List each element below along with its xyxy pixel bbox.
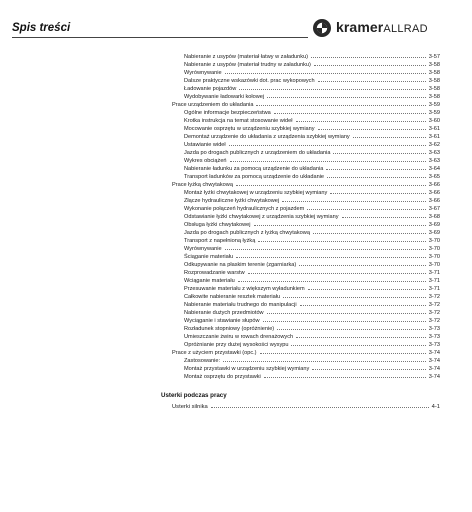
toc-entry[interactable]	[184, 188, 440, 196]
toc-entry-label: Nabieranie dużych przedmiotów	[184, 310, 264, 316]
toc-dot-leader	[307, 204, 426, 210]
toc-dot-leader	[256, 100, 425, 106]
toc-dot-leader	[296, 332, 426, 338]
toc-entry[interactable]	[184, 260, 440, 268]
toc-entry[interactable]	[184, 68, 440, 76]
toc-entry-label: Ustawianie wideł	[184, 142, 226, 148]
toc-page-number: 3-60	[428, 118, 440, 124]
toc-entry[interactable]	[184, 316, 440, 324]
toc-dot-leader	[330, 188, 425, 194]
toc-entry-label: Krotka instrukcja na temat stosowanie wideł	[184, 118, 293, 124]
toc-dot-leader	[353, 132, 426, 138]
toc-entry[interactable]	[184, 196, 440, 204]
toc-dot-leader	[258, 236, 425, 242]
toc-entry[interactable]	[184, 292, 440, 300]
toc-dot-leader	[326, 164, 425, 170]
toc-entry-label: Mocowanie osprzętu w urządzeniu szybkiej wymiany	[184, 126, 315, 132]
brand-logo	[312, 18, 428, 38]
toc-page-number: 3-73	[428, 326, 440, 332]
toc-dot-leader	[229, 140, 426, 146]
toc-entry[interactable]	[184, 116, 440, 124]
brand-bold: kramer	[336, 19, 384, 35]
toc-page-number: 3-71	[428, 270, 440, 276]
toc-entry[interactable]	[184, 132, 440, 140]
toc-entry[interactable]	[184, 252, 440, 260]
toc-entry-label: Wykres obciążeń	[184, 158, 227, 164]
toc-entry[interactable]	[184, 308, 440, 316]
kramer-logo-icon	[312, 18, 332, 38]
toc-page-number: 3-71	[428, 286, 440, 292]
toc-entry[interactable]	[184, 324, 440, 332]
toc-entry-label: Zastosowanie:	[184, 358, 221, 364]
toc-entry-label: Ściąganie materiału	[184, 254, 234, 260]
toc-dot-leader	[267, 308, 426, 314]
toc-entry[interactable]	[184, 172, 440, 180]
toc-entry[interactable]	[184, 268, 440, 276]
toc-entry-label: Prace łyżką chwytakową	[172, 182, 233, 188]
page-header	[0, 0, 472, 40]
toc-section[interactable]	[172, 348, 440, 356]
toc-entry[interactable]	[184, 364, 440, 372]
toc-page-number: 3-62	[428, 142, 440, 148]
toc-dot-leader	[225, 244, 426, 250]
toc-entry[interactable]	[184, 76, 440, 84]
toc-page-number: 3-58	[428, 86, 440, 92]
toc-entry[interactable]	[184, 148, 440, 156]
toc-entry-label: Montaż osprzętu do przystawki	[184, 374, 261, 380]
toc-page-number: 3-57	[428, 54, 440, 60]
toc-entry[interactable]	[184, 84, 440, 92]
toc-page-number: 3-58	[428, 62, 440, 68]
toc-chapter-heading[interactable]: Usterki podczas pracy	[161, 392, 227, 399]
toc-dot-leader	[260, 348, 426, 354]
toc-entry[interactable]	[184, 140, 440, 148]
toc-dot-leader	[291, 340, 425, 346]
toc-dot-leader	[274, 108, 426, 114]
toc-entry-label: Odstawianie łyżki chwytakowej z urządzenia szybkiej wymiany	[184, 214, 339, 220]
toc-dot-leader	[248, 268, 426, 274]
toc-dot-leader	[342, 212, 426, 218]
toc-page-number: 3-67	[428, 206, 440, 212]
toc-page-number: 3-59	[428, 102, 440, 108]
toc-dot-leader	[318, 124, 426, 130]
toc-entry-label: Nabieranie ładunku za pomocą urządzenie do układania	[184, 166, 324, 172]
toc-page-number: 3-74	[428, 374, 440, 380]
toc-entry-label: Transport ładunków za pomocą urządzenie do układanie	[184, 174, 325, 180]
toc-page-number: 3-65	[428, 174, 440, 180]
toc-entry-label: Całkowite nabieranie resztek materiału	[184, 294, 281, 300]
toc-dot-leader	[264, 372, 426, 378]
toc-dot-leader	[312, 364, 426, 370]
brand-name	[336, 17, 428, 39]
toc-entry-label: Dalsze praktyczne wskazówki dot. prac wykopowych	[184, 78, 315, 84]
toc-page-number: 3-70	[428, 238, 440, 244]
toc-entry-label: Jazda po drogach publicznych z łyżką chwytakową	[184, 230, 310, 236]
brand-thin: ALLRAD	[383, 23, 428, 35]
toc-page-number: 3-69	[428, 222, 440, 228]
toc-dot-leader	[283, 292, 426, 298]
toc-entry-label: Nabieranie z usypów (materiał łatwy w załadunku)	[184, 54, 309, 60]
toc-entry-label: Wyrównywanie	[184, 246, 222, 252]
toc-entry[interactable]	[184, 124, 440, 132]
toc-dot-leader	[267, 92, 426, 98]
toc-page-number: 4-1	[431, 404, 440, 410]
toc-entry[interactable]	[184, 284, 440, 292]
toc-entry-label: Wydobywanie ładowarki kołowej	[184, 94, 265, 100]
toc-dot-leader	[313, 228, 426, 234]
toc-entry[interactable]	[184, 332, 440, 340]
toc-dot-leader	[236, 180, 426, 186]
toc-section[interactable]	[172, 100, 440, 108]
toc-dot-leader	[254, 220, 426, 226]
toc-page-number: 3-73	[428, 334, 440, 340]
toc-entry[interactable]	[184, 60, 440, 68]
toc-entry-label: Demontaż urządzenie do układania z urządzenia szybkiej wymiany	[184, 134, 350, 140]
toc-page-number: 3-61	[428, 126, 440, 132]
toc-section[interactable]	[172, 180, 440, 188]
toc-entry-label: Nabieranie z usypów (materiał trudny w załadunku)	[184, 62, 311, 68]
toc-entry[interactable]	[184, 300, 440, 308]
toc-entry[interactable]	[184, 236, 440, 244]
toc-entry-label: Rozprowadzanie warstw	[184, 270, 245, 276]
toc-entry-label: Przesuwanie materiału z większym wyładunkiem	[184, 286, 305, 292]
toc-page-number: 3-59	[428, 110, 440, 116]
toc-entry[interactable]	[184, 356, 440, 364]
toc-entry[interactable]	[184, 92, 440, 100]
toc-entry-label: Montaż przystawki w urządzeniu szybkiej wymiany	[184, 366, 310, 372]
toc-entry[interactable]	[184, 156, 440, 164]
toc-page-number: 3-70	[428, 246, 440, 252]
toc-entry[interactable]	[184, 244, 440, 252]
toc-page-number: 3-58	[428, 94, 440, 100]
toc-entry-label: Wciąganie materiału	[184, 278, 235, 284]
toc-page-number: 3-72	[428, 310, 440, 316]
toc-page-number: 3-58	[428, 78, 440, 84]
toc-page-number: 3-72	[428, 294, 440, 300]
header-rule	[12, 37, 308, 38]
toc-page-number: 3-63	[428, 158, 440, 164]
toc-entry-label: Montaż łyżki chwytakowej w urządzeniu szybkiej wymiany	[184, 190, 328, 196]
toc-entry-label: Ogólne informacje bezpieczeństwa	[184, 110, 271, 116]
toc-entry[interactable]	[184, 340, 440, 348]
toc-entry[interactable]	[184, 372, 440, 380]
toc-entry[interactable]	[184, 212, 440, 220]
toc-entry[interactable]	[184, 164, 440, 172]
toc-page-number: 3-73	[428, 342, 440, 348]
toc-page-number: 3-66	[428, 182, 440, 188]
toc-dot-leader	[299, 260, 426, 266]
toc-dot-leader	[277, 324, 426, 330]
toc-dot-leader	[308, 284, 426, 290]
toc-dot-leader	[230, 156, 426, 162]
toc-entry[interactable]	[184, 228, 440, 236]
toc-entry-label: Złącze hydrauliczne łyżki chwytakowej	[184, 198, 280, 204]
toc-entry[interactable]	[184, 108, 440, 116]
toc-entry[interactable]	[184, 52, 440, 60]
toc-dot-leader	[236, 252, 426, 258]
toc-entry[interactable]	[172, 402, 440, 410]
toc-page-number: 3-69	[428, 230, 440, 236]
toc-entry[interactable]	[184, 220, 440, 228]
toc-page-number: 3-58	[428, 70, 440, 76]
toc-dot-leader	[225, 68, 426, 74]
toc-page-number: 3-74	[428, 366, 440, 372]
toc-entry-label: Prace z użyciem przystawki (opc.)	[172, 350, 257, 356]
toc-entry-label: Transport z napełnioną łyżką	[184, 238, 256, 244]
toc-entry-label: Opróżnianie przy dużej wysokości wysypu	[184, 342, 289, 348]
toc-entry-label: Jazda po drogach publicznych z urządzeniem do układania	[184, 150, 331, 156]
toc-page-number: 3-61	[428, 134, 440, 140]
toc-entry-label: Wyrównywanie	[184, 70, 222, 76]
toc-entry-label: Odkupywanie na płaskim terenie (zgarniarka)	[184, 262, 297, 268]
page-title: Spis treści	[12, 22, 71, 34]
toc-dot-leader	[263, 316, 426, 322]
toc-dot-leader	[300, 300, 426, 306]
toc-dot-leader	[211, 402, 429, 408]
toc-dot-leader	[327, 172, 426, 178]
toc-page-number: 3-74	[428, 358, 440, 364]
toc-dot-leader	[296, 116, 426, 122]
toc-entry-label: Rozładunek stopniowy (opróżnienie)	[184, 326, 275, 332]
toc-entry-label: Prace urządzeniem do układania	[172, 102, 254, 108]
toc-page-number: 3-74	[428, 350, 440, 356]
toc-page-number: 3-71	[428, 278, 440, 284]
toc-page-number: 3-63	[428, 150, 440, 156]
toc-entry-label: Wykonanie połączeń hydraulicznych z pojazdem	[184, 206, 305, 212]
toc-dot-leader	[239, 84, 426, 90]
toc-page-number: 3-70	[428, 262, 440, 268]
toc-entry[interactable]	[184, 204, 440, 212]
toc-dot-leader	[333, 148, 425, 154]
toc-dot-leader	[318, 76, 426, 82]
toc-entry-label: Wyciąganie i stawianie słupów	[184, 318, 260, 324]
toc-entry[interactable]	[184, 276, 440, 284]
toc-page-number: 3-72	[428, 302, 440, 308]
toc-entry-label: Usterki silnika	[172, 404, 208, 410]
toc-page-number: 3-70	[428, 254, 440, 260]
toc-page-number: 3-66	[428, 198, 440, 204]
toc-entry-label: Obsługa łyżki chwytakowej	[184, 222, 251, 228]
toc-dot-leader	[223, 356, 426, 362]
toc-dot-leader	[238, 276, 426, 282]
toc-page-number: 3-64	[428, 166, 440, 172]
toc-page-number: 3-66	[428, 190, 440, 196]
toc-page-number: 3-72	[428, 318, 440, 324]
toc-entry-label: Umieszczanie żwiru w rowach drenażowych	[184, 334, 294, 340]
toc-entry-label: Ładowanie pojazdów	[184, 86, 237, 92]
toc-dot-leader	[282, 196, 426, 202]
toc-dot-leader	[314, 60, 426, 66]
toc-page-number: 3-68	[428, 214, 440, 220]
toc-entry-label: Nabieranie materiału trudnego do manipulacji	[184, 302, 297, 308]
toc-dot-leader	[311, 52, 426, 58]
